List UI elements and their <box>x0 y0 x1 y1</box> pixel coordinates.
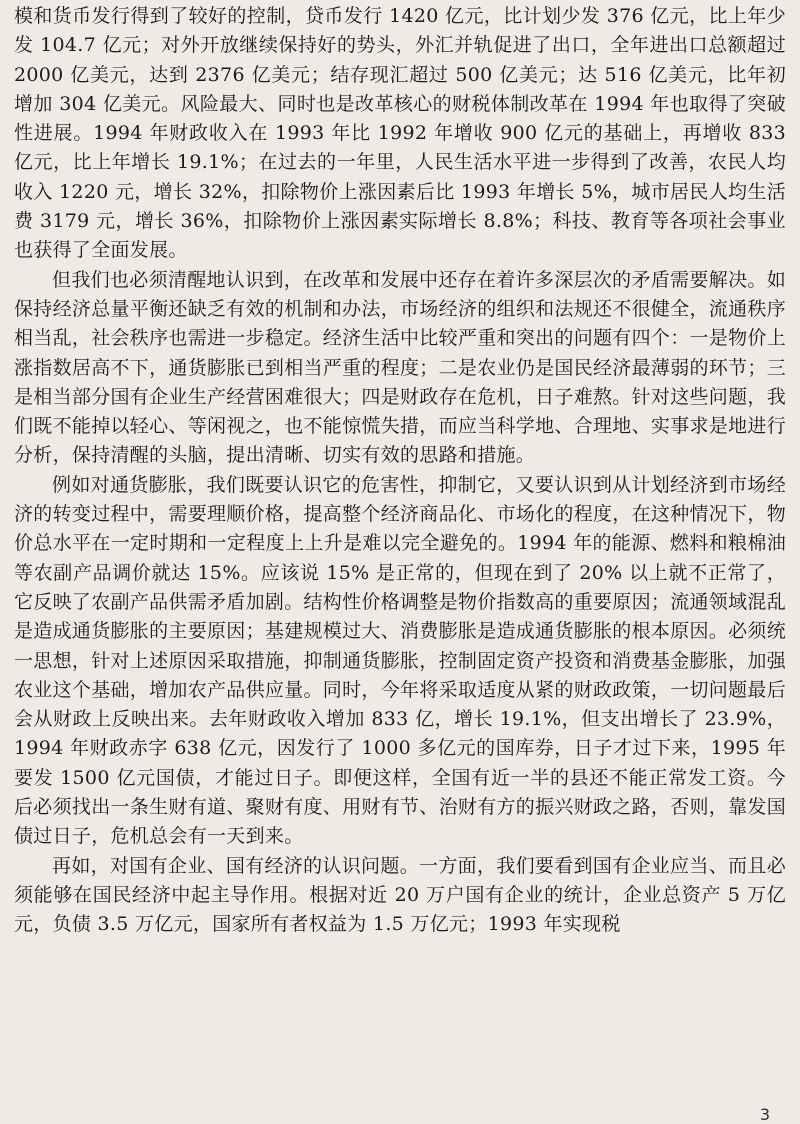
page-number: 3 <box>759 1105 770 1124</box>
paragraph: 但我们也必须清醒地认识到，在改革和发展中还存在着许多深层次的矛盾需要解决。如保持经济总量平衡还缺乏有效的机制和办法，市场经济的组织和法规还不很健全，流通秩序相当乱，社会秩序也需进一步稳定。经济生活中比较严重和突出的问题有四个：一是物价上涨指数居高不下，通货膨胀已到相当严重的程度；二是农业仍是国民经济最薄弱的环节；三是相当部分国有企业生产经营困难很大；四是财政存在危机，日子难熬。针对这些问题，我们既不能掉以轻心、等闲视之，也不能惊慌失措，而应当科学地、合理地、实事求是地进行分析，保持清醒的头脑，提出清晰、切实有效的思路和措施。 <box>14 268 787 467</box>
paragraph-continuation: 模和货币发行得到了较好的控制，贷币发行 1420 亿元，比计划少发 376 亿元，比上年少发 104.7 亿元；对外开放继续保持好的势头，外汇并轨促进了出口，全年进出口总额超过 2000 亿美元，达到 2376 亿美元；结存现汇超过 500 亿美元；达 516 亿美元，比年初增加 304 亿美元。风险最大、同时也是改革核心的财税体制改革在 1994 年也取得了突破性进展。1994 年财政收入在 1993 年比 1992 年增收 900 亿元的基础上，再增收 833 亿元，比上年增长 19.1%；在过去的一年里，人民生活水平进一步得到了改善，农民人均收入 1220 元，增长 32%，扣除物价上涨因素后比 1993 年增长 5%，城市居民人均生活费 3179 元，增长 36%，扣除物价上涨因素实际增长 8.8%；科技、教育等各项社会事业也获得了全面发展。 <box>14 5 786 262</box>
paragraph: 再如，对国有企业、国有经济的认识问题。一方面，我们要看到国有企业应当、而且必须能够在国民经济中起主导作用。根据对近 20 万户国有企业的统计，企业总资产 5 万亿元，负债 3.5 万亿元，国家所有者权益为 1.5 万亿元；1993 年实现税 <box>14 854 786 936</box>
body-text <box>14 2 786 940</box>
paragraph: 例如对通货膨胀，我们既要认识它的危害性，抑制它，又要认识到从计划经济到市场经济的转变过程中，需要理顺价格，提高整个经济商品化、市场化的程度，在这种情况下，物价总水平在一定时期和一定程度上上升是难以完全避免的。1994 年的能源、燃料和粮棉油等农副产品调价就达 15%。应该说 15% 是正常的，但现在到了 20% 以上就不正常了，它反映了农副产品供需矛盾加剧。结构性价格调整是物价指数高的重要原因；流通领域混乱是造成通货膨胀的主要原因；基建规模过大、消费膨胀是造成通货膨胀的根本原因。必须统一思想，针对上述原因采取措施，抑制通货膨胀，控制固定资产投资和消费基金膨胀，加强农业这个基础，增加农产品供应量。同时，今年将采取适度从紧的财政政策，一切问题最后会从财政上反映出来。去年财政收入增加 833 亿，增长 19.1%，但支出增长了 23.9%，1994 年财政赤字 638 亿元，因发行了 1000 多亿元的国库券，日子才过下来，1995 年要发 1500 亿元国债，才能过日子。即便这样，全国有近一半的县还不能正常发工资。今后必须找出一条生财有道、聚财有度、用财有节、治财有方的振兴财政之路，否则，靠发国债过日子，危机总会有一天到来。 <box>14 473 787 848</box>
